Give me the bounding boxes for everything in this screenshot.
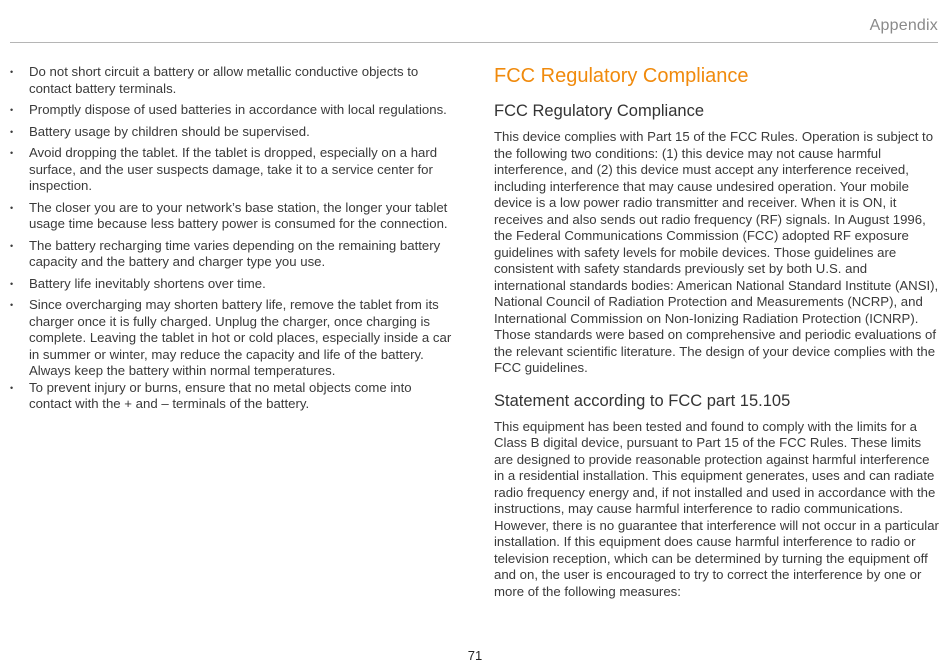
bullet-icon: •: [10, 148, 14, 158]
list-item-text: The closer you are to your network’s base station, the longer your tablet usage time because less battery power is consumed for the connection.: [29, 199, 448, 231]
section-heading-part-15-105: Statement according to FCC part 15.105: [494, 391, 791, 410]
list-item: [10, 145, 456, 195]
header-divider: [10, 42, 938, 43]
list-item-text: To prevent injury or burns, ensure that no metal objects come into contact with the + and – terminals of the battery.: [29, 379, 412, 411]
list-item-text: The battery recharging time varies depending on the remaining battery capacity and the battery and charger type you use.: [29, 237, 441, 269]
list-item: [10, 297, 456, 380]
list-item-text: Promptly dispose of used batteries in accordance with local regulations.: [29, 102, 447, 117]
part-15-105-paragraph: This equipment has been tested and found to comply with the limits for a Class B digital device, pursuant to Part 15 of the FCC Rules. These limits are designed to provide reasonable protection against harmful interference in a residential installation. This equipment generates, uses and can radiate radio frequency energy and, if not installed and used in accordance with the instructions, may cause harmful interference to radio communications. However, there is no guarantee that interference will not occur in a particular installation. If this equipment does cause harmful interference to radio or television reception, which can be determined by turning the equipment off and on, the user is encouraged to try to correct the interference by one or more of the following measures:: [494, 418, 939, 599]
list-item: [10, 124, 456, 141]
list-item: [10, 200, 456, 233]
bullet-icon: •: [10, 300, 14, 310]
bullet-icon: •: [10, 105, 14, 115]
list-item-text: Battery life inevitably shortens over time.: [29, 275, 266, 291]
right-column: [494, 63, 940, 614]
section-heading-fcc-compliance: FCC Regulatory Compliance: [494, 102, 704, 120]
list-item: [10, 380, 456, 413]
list-item: [10, 102, 456, 119]
list-item-text: Do not short circuit a battery or allow metallic conductive objects to contact battery terminals.: [29, 64, 419, 96]
section-header: Appendix: [869, 17, 938, 34]
bullet-icon: •: [10, 382, 14, 393]
list-item-text: Avoid dropping the tablet. If the tablet is dropped, especially on a hard surface, and the user suspects damage, take it to a service center for inspection.: [29, 145, 438, 193]
list-item-text: Battery usage by children should be supervised.: [29, 123, 310, 139]
list-item: [10, 64, 456, 97]
list-item: [10, 238, 456, 271]
list-item-text: Since overcharging may shorten battery life, remove the tablet from its charger once it is fully charged. Unplug the charger, once charging is complete. Leaving the tablet in hot or cold places, especially inside a car in summer or winter, may reduce the capacity and life of the battery. Always keep the battery within normal temperatures.: [29, 297, 452, 378]
battery-tips-list: [10, 64, 456, 413]
bullet-icon: •: [10, 278, 14, 289]
fcc-compliance-paragraph: This device complies with Part 15 of the FCC Rules. Operation is subject to the following two conditions: (1) this device may not cause harmful interference, and (2) this device must accept any interference received, including interference that may cause undesired operation. Your mobile device is a low power radio transmitter and receiver. When it is ON, it receives and also sends out radio frequency (RF) signals. In August 1996, the Federal Communications Commission (FCC) adopted RF exposure guidelines with safety levels for mobile devices. Those guidelines are consistent with safety standards previously set by both U.S. and international standards bodies: American National Standard Institute (ANSI), National Council of Radiation Protection and Measurements (NCRP), and International Commission on Non-Ionizing Radiation Protection (ICNRP). Those standards were based on comprehensive and periodic evaluations of the relevant scientific literature. The design of your device complies with the FCC guidelines.: [494, 129, 939, 375]
page-number: 71: [467, 648, 483, 663]
page-title: FCC Regulatory Compliance: [494, 65, 749, 87]
left-column: [10, 64, 456, 418]
list-item: [10, 276, 456, 293]
bullet-icon: •: [10, 67, 14, 77]
bullet-icon: •: [10, 202, 14, 213]
bullet-icon: •: [10, 126, 14, 137]
bullet-icon: •: [10, 240, 14, 251]
